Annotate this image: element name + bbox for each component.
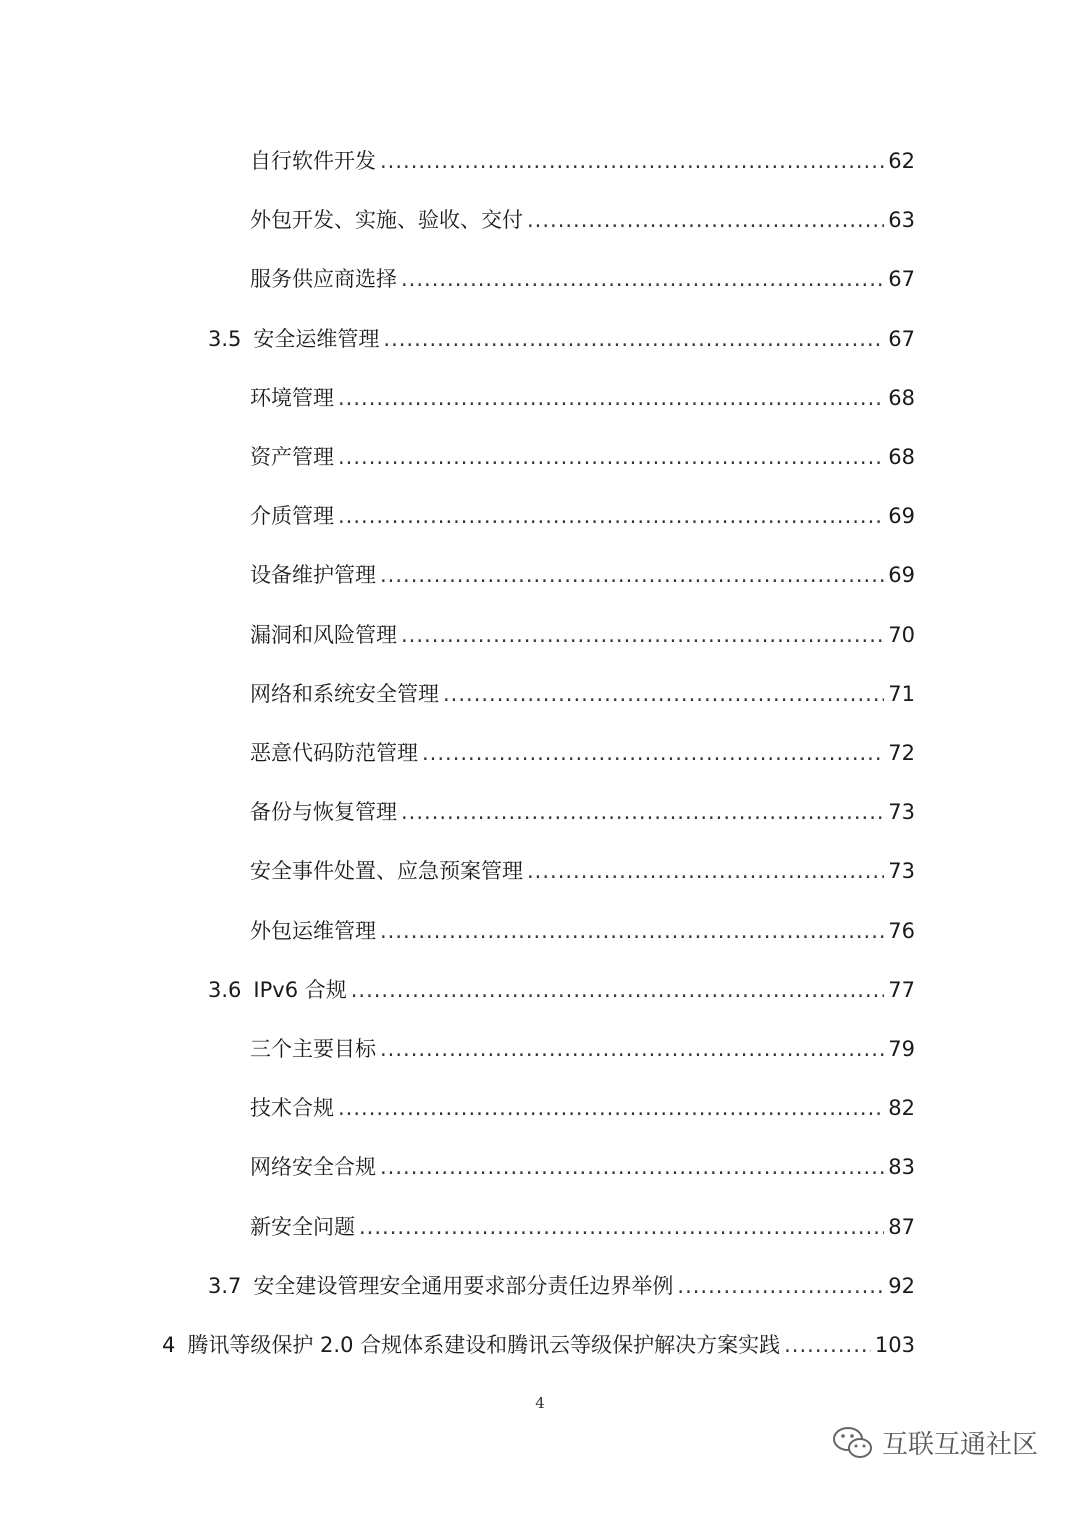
toc-dot-leader <box>351 970 885 1010</box>
toc-entry[interactable] <box>250 1088 915 1128</box>
toc-entry[interactable] <box>250 200 915 240</box>
toc-entry-title: 自行软件开发 <box>250 149 376 173</box>
toc-dot-leader <box>380 141 884 181</box>
toc-dot-leader <box>401 259 884 299</box>
toc-entry-title: 三个主要目标 <box>250 1037 376 1061</box>
toc-entry-page: 68 <box>888 445 915 469</box>
toc-entry[interactable] <box>250 259 915 299</box>
toc-entry-page: 72 <box>888 741 915 765</box>
toc-dot-leader <box>383 319 884 359</box>
toc-entry-number: 3.5 <box>208 326 242 351</box>
toc-entry[interactable] <box>250 141 915 181</box>
toc-entry-page: 67 <box>888 326 915 351</box>
toc-entry[interactable] <box>250 437 915 477</box>
toc-entry-title: 介质管理 <box>250 504 334 529</box>
toc-dot-leader <box>338 1088 884 1128</box>
watermark <box>832 1424 1038 1461</box>
toc-dot-leader <box>401 792 884 832</box>
toc-entry-title: 安全运维管理 <box>253 326 380 351</box>
toc-entry-page: 68 <box>888 385 915 410</box>
toc-entry-page: 73 <box>888 859 915 884</box>
toc-entry-title: 新安全问题 <box>250 1214 355 1239</box>
toc-entry-title: 漏洞和风险管理 <box>250 622 397 647</box>
toc-entry-page: 63 <box>888 208 915 233</box>
toc-entry-page: 69 <box>888 504 915 529</box>
toc-dot-leader <box>401 615 884 655</box>
toc-entry-title: 腾讯等级保护 2.0 合规体系建设和腾讯云等级保护解决方案实践 <box>187 1333 781 1357</box>
toc-dot-leader <box>380 1029 884 1069</box>
toc-dot-leader <box>422 733 884 773</box>
toc-entry-title: 技术合规 <box>250 1096 334 1121</box>
toc-entry[interactable] <box>250 674 915 714</box>
toc-entry[interactable] <box>250 792 915 832</box>
toc-entry-title: 服务供应商选择 <box>250 267 397 292</box>
toc-entry[interactable] <box>250 1029 915 1069</box>
toc-entry-title: 环境管理 <box>250 385 334 410</box>
toc-entry[interactable] <box>250 851 915 891</box>
toc-entry-page: 76 <box>888 918 915 943</box>
toc-entry-page: 79 <box>888 1037 915 1061</box>
toc-entry-title: 外包开发、实施、验收、交付 <box>250 208 523 233</box>
toc-entry-page: 71 <box>888 681 915 706</box>
toc-entry-title: 设备维护管理 <box>250 563 376 588</box>
toc-dot-leader <box>677 1266 884 1306</box>
toc-dot-leader <box>338 496 884 536</box>
toc-entry-title: IPv6 合规 <box>253 977 347 1002</box>
toc-entry-page: 67 <box>888 267 915 292</box>
toc-entry-page: 77 <box>888 977 915 1002</box>
toc-dot-leader <box>380 1147 884 1187</box>
toc-entry-title: 外包运维管理 <box>250 918 376 943</box>
toc-entry-title: 资产管理 <box>250 445 334 469</box>
toc-entry-title: 网络和系统安全管理 <box>250 681 439 706</box>
toc-entry[interactable] <box>162 1325 915 1365</box>
toc-entry[interactable] <box>208 1266 915 1306</box>
toc-entry[interactable] <box>208 970 915 1010</box>
toc-dot-leader <box>784 1325 871 1365</box>
toc-dot-leader <box>443 674 884 714</box>
toc-entry[interactable] <box>250 496 915 536</box>
toc-entry[interactable] <box>250 1207 915 1247</box>
toc-dot-leader <box>359 1207 884 1247</box>
toc-entry[interactable] <box>250 1147 915 1187</box>
toc-entry-title: 恶意代码防范管理 <box>250 741 418 765</box>
toc-entry-page: 62 <box>888 149 915 173</box>
watermark-text: 互联互通社区 <box>882 1430 1039 1460</box>
toc-dot-leader <box>380 555 884 595</box>
toc-entry-page: 87 <box>888 1214 915 1239</box>
toc-entry[interactable] <box>250 733 915 773</box>
toc-dot-leader <box>380 911 884 951</box>
toc-entry[interactable] <box>208 319 915 359</box>
toc-entry[interactable] <box>250 555 915 595</box>
toc-entry-title: 备份与恢复管理 <box>250 800 397 825</box>
toc-entry-title: 安全事件处置、应急预案管理 <box>250 859 523 884</box>
toc-entry-number: 4 <box>162 1333 176 1357</box>
toc-dot-leader <box>338 437 884 477</box>
toc-entry-number: 3.6 <box>208 977 242 1002</box>
toc-entry-page: 82 <box>888 1096 915 1121</box>
toc-entry-page: 70 <box>888 622 915 647</box>
toc-entry-title: 安全建设管理安全通用要求部分责任边界举例 <box>253 1273 674 1298</box>
toc-dot-leader <box>338 378 884 418</box>
wechat-icon <box>832 1425 874 1461</box>
page-number: 4 <box>535 1394 545 1412</box>
toc-entry-page: 103 <box>874 1333 915 1357</box>
toc-entry-number: 3.7 <box>208 1273 242 1298</box>
toc-entry-page: 83 <box>888 1155 915 1180</box>
toc-entry[interactable] <box>250 911 915 951</box>
toc-entry-page: 69 <box>888 563 915 588</box>
toc-dot-leader <box>527 851 884 891</box>
toc-entry[interactable] <box>250 378 915 418</box>
toc-entry[interactable] <box>250 615 915 655</box>
toc-entry-title: 网络安全合规 <box>250 1155 376 1180</box>
toc-entry-page: 92 <box>888 1273 915 1298</box>
toc-entry-page: 73 <box>888 800 915 825</box>
toc-dot-leader <box>527 200 884 240</box>
